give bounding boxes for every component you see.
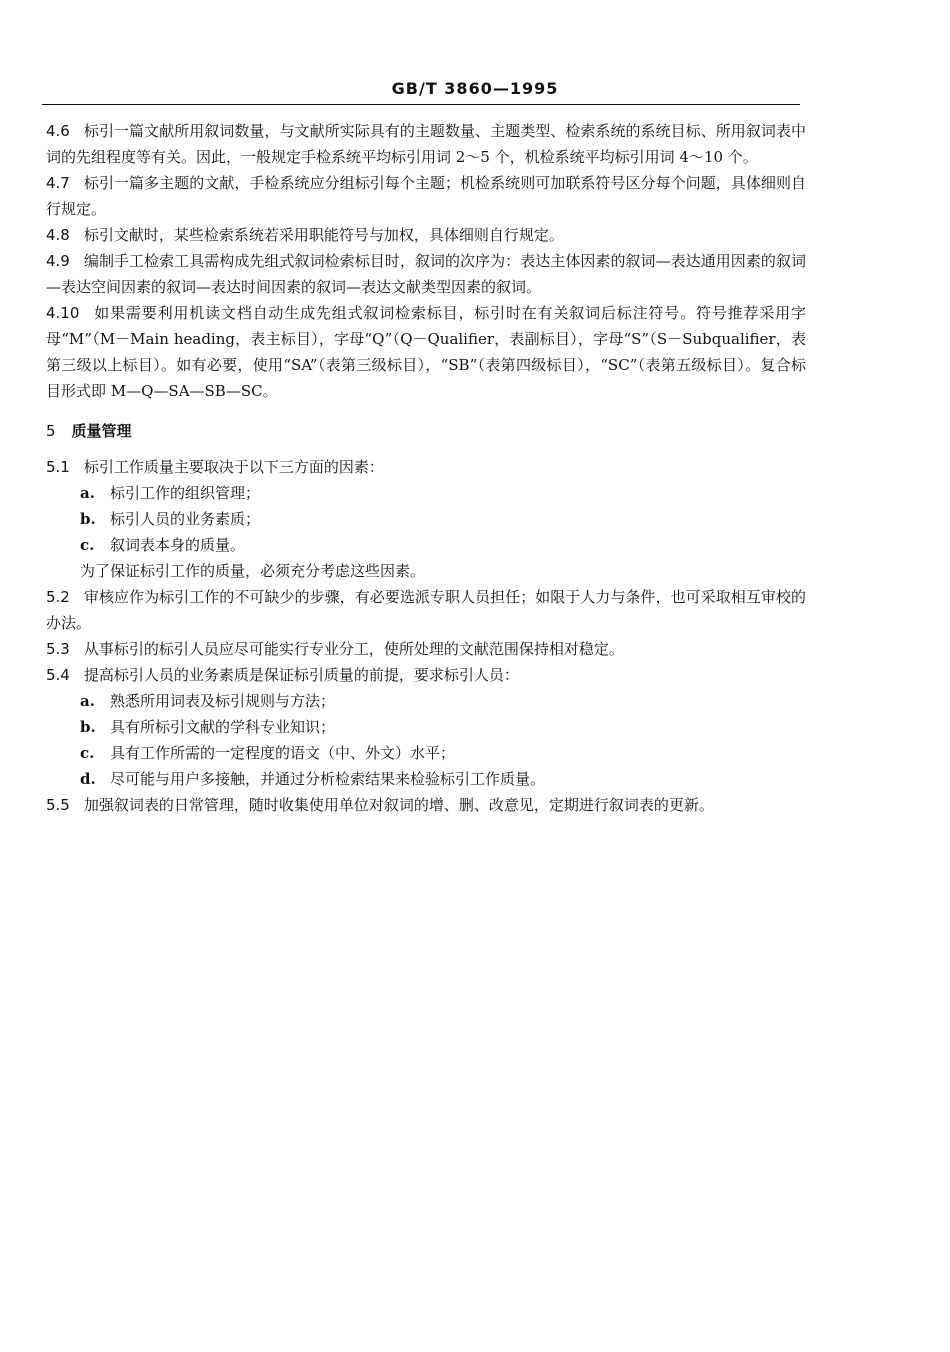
list-label: a. — [80, 484, 95, 502]
list-text: 具有工作所需的一定程度的语文（中、外文）水平； — [110, 744, 456, 762]
clause-text: 标引工作质量主要取决于以下三方面的因素： — [83, 458, 384, 476]
section-title: 质量管理 — [71, 422, 132, 440]
list-item — [46, 506, 806, 532]
clause-5-1 — [46, 454, 806, 480]
clause-number: 4.7 — [46, 174, 70, 192]
list-text: 尽可能与用户多接触，并通过分析检索结果来检验标引工作质量。 — [110, 770, 546, 788]
clause-number: 5.2 — [46, 588, 70, 606]
clause-5-2 — [46, 584, 806, 636]
clause-4-9 — [46, 248, 806, 300]
document-body — [46, 118, 806, 818]
list-label: c. — [80, 744, 95, 762]
section-number: 5 — [46, 422, 56, 440]
clause-number: 5.4 — [46, 666, 70, 684]
list-item — [46, 688, 806, 714]
list-label: b. — [80, 510, 96, 528]
list-item — [46, 532, 806, 558]
section-5-heading — [46, 418, 806, 444]
clause-text: 标引一篇多主题的文献，手检系统应分组标引每个主题；机检系统则可加联系符号区分每个问题，具体细则自行规定。 — [46, 174, 806, 218]
list-label: c. — [80, 536, 95, 554]
list-item — [46, 714, 806, 740]
list-label: b. — [80, 718, 96, 736]
clause-text: 标引一篇文献所用叙词数量，与文献所实际具有的主题数量、主题类型、检索系统的系统目标、所用叙词表中词的先组程度等有关。因此，一般规定手检系统平均标引用词 2～5 个，机检系统平均标引用词 4～10 个。 — [46, 122, 806, 166]
clause-5-4 — [46, 662, 806, 688]
list-text: 熟悉所用词表及标引规则与方法； — [110, 692, 336, 710]
list-text: 叙词表本身的质量。 — [110, 536, 246, 554]
list-text: 标引工作的组织管理； — [110, 484, 261, 502]
document-header-code: GB/T 3860—1995 — [391, 79, 559, 98]
list-label: a. — [80, 692, 95, 710]
clause-5-5 — [46, 792, 806, 818]
clause-number: 5.3 — [46, 640, 70, 658]
list-label: d. — [80, 770, 96, 788]
clause-number: 4.9 — [46, 252, 70, 270]
clause-text: 提高标引人员的业务素质是保证标引质量的前提，要求标引人员： — [83, 666, 519, 684]
clause-number: 5.5 — [46, 796, 70, 814]
clause-text: 如果需要利用机读文档自动生成先组式叙词检索标目，标引时在有关叙词后标注符号。符号推荐采用字母“M”（M－Main heading，表主标目），字母“Q”（Q－Qualifier，表副标目），字母“S”（S－Subqualifier，表第三级以上标目）。如有必要，使用“SA”（表第三级标目），“SB”（表第四级标目），“SC”（表第五级标目）。复合标目形式即 M—Q—SA—SB—SC。 — [46, 304, 806, 400]
clause-4-10 — [46, 300, 806, 404]
clause-5-1-note: 为了保证标引工作的质量，必须充分考虑这些因素。 — [80, 562, 426, 580]
clause-4-7 — [46, 170, 806, 222]
clause-4-6 — [46, 118, 806, 170]
clause-text: 编制手工检索工具需构成先组式叙词检索标目时，叙词的次序为：表达主体因素的叙词—表达通用因素的叙词—表达空间因素的叙词—表达时间因素的叙词—表达文献类型因素的叙词。 — [46, 252, 806, 296]
clause-number: 4.8 — [46, 226, 70, 244]
clause-text: 加强叙词表的日常管理，随时收集使用单位对叙词的增、删、改意见，定期进行叙词表的更新。 — [83, 796, 714, 814]
clause-5-3 — [46, 636, 806, 662]
list-item — [46, 480, 806, 506]
list-item — [46, 740, 806, 766]
clause-text: 标引文献时，某些检索系统若采用职能符号与加权，具体细则自行规定。 — [83, 226, 564, 244]
clause-text: 审核应作为标引工作的不可缺少的步骤，有必要选派专职人员担任；如限于人力与条件，也可采取相互审校的办法。 — [46, 588, 806, 632]
clause-number: 4.10 — [46, 304, 80, 322]
clause-number: 5.1 — [46, 458, 70, 476]
list-text: 具有所标引文献的学科专业知识； — [110, 718, 336, 736]
clause-number: 4.6 — [46, 122, 70, 140]
clause-4-8 — [46, 222, 806, 248]
list-text: 标引人员的业务素质； — [110, 510, 261, 528]
clause-text: 从事标引的标引人员应尽可能实行专业分工，使所处理的文献范围保持相对稳定。 — [83, 640, 624, 658]
header-rule — [42, 104, 800, 105]
list-item — [46, 766, 806, 792]
